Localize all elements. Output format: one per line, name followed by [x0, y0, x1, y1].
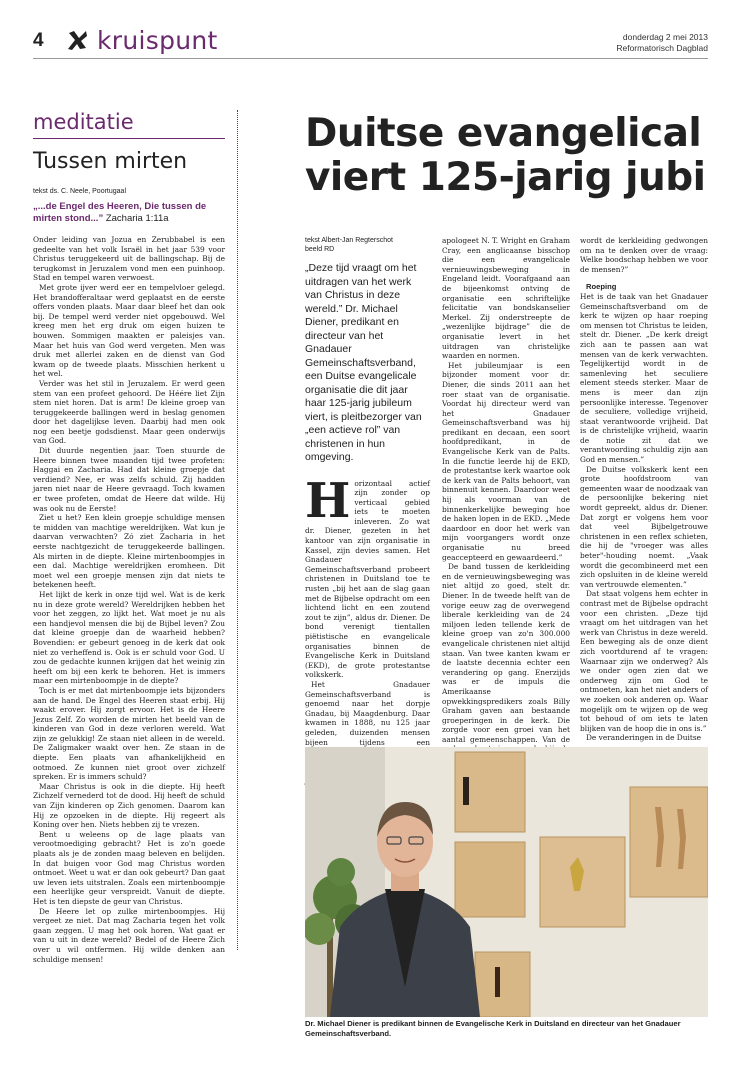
- meditation-paragraph: De Heere let op zulke mirtenboompjes. Hij vergeet ze niet. Dat mag Zacharia tegen het volk gaan zeggen. U mag het ook horen. Wat gaat er van u uit in deze wereld? Bedel of de Heere Zich over u wil ontfermen. Hij wilde denken aan schuldige mensen!: [33, 906, 225, 964]
- meditation-paragraph: Bent u weleens op de lage plaats van verootmoediging gebracht? Het is zo'n goede plaats als je de zonden maag beleven en belijden. In dat buigen voor God mag Christus worden ontmoet. Weet u wat er dan ook gebeurt? Dan gaat uw leven iets uitstralen. Zoals een mirtenboompje een heerlijke geur verspreidt. Vanuit de diepte. Het is ten diepste de geur van Christus.: [33, 829, 225, 906]
- article-column-2: [442, 236, 570, 783]
- meditation-column: [33, 110, 225, 964]
- article-paragraph: apologeet N. T. Wright en Graham Cray, een anglicaanse bisschop die een evangelicale vernieuwingsbeweging in Engeland leidt. Voorafgaand aan de bijeenkomst ontving de organisatie een schriftelijke felicitatie van bondskanselier Merkel. Zij onderstreepte de „wezenlijke bijdrage” die de organisatie levert in het uitdragen van christelijke waarden en normen.: [442, 236, 570, 361]
- meditation-kicker: meditatie: [33, 110, 134, 134]
- article-paragraph: De Duitse volkskerk kent een grote hoofdstroom van gemeenten waar de noodzaak van de persoonlijke bekering niet wordt gepreekt, aldus dr. Diener. Dat zorgt er volgens hem voor dat veel Bijbelgetrouwe christenen in een reflex schieten, die hij de "vroeger was alles beter"-houding noemt. „Vaak wordt die gecombineerd met een zich opsluiten in de kleine wereld van vertrouwde elementen.”: [580, 464, 708, 589]
- article-intro: „Deze tijd vraagt om het uitdragen van het werk van Christus in deze wereld.” Dr. Michael Diener, predikant en directeur van het Gnadauer Gemeinschaftsverband, een Duitse evangelicale organisatie die dit jaar haar 125-jarig jubileum viert, is pleitbezorger van „een actieve rol” van christenen in hun omgeving.: [305, 262, 422, 463]
- article-photo: [305, 747, 708, 1017]
- article-column-3: [580, 236, 708, 743]
- column-separator: [237, 110, 238, 950]
- quote-text: „...de Engel des Heeren, Die tussen de mirten stond...”: [33, 201, 207, 224]
- issue-date: donderdag 2 mei 2013: [622, 32, 708, 42]
- meditation-paragraph: Toch is er met dat mirtenboompje iets bijzonders aan de hand. De Engel des Heeren staat erbij. Hij waakt erover. Hij zorgt ervoor. Het is de Heere Jezus Zelf. Zo worden de mirten het beeld van de kinderen van God in deze verloren wereld. Wat zijn ze gelukkig! Ze staan niet alleen in de wereld. De Zaligmaker waakt over hen. Ze staan in de diepte. Een plaats van afhankelijkheid en ootmoed. Ze kunnen niet groot over zichzelf spreken. Er is immers schuld?: [33, 685, 225, 782]
- article-paragraph: De band tussen de kerkleiding en de vernieuwingsbeweging was niet altijd zo goed, stelt dr. Diener. In de tweede helft van de vorige eeuw zag de overwegend liberale kerkleiding van de 24 miljoen leden tellende kerk de kleine groep van zo'n 300.000 evangelicale christenen niet altijd staan. Van twee kanten kwam er de laatste decennia echter een verandering op gang. Enerzijds was er de impuls die Amerikaanse opwekkingspredikers zoals Billy Graham gaven aan bestaande groeperingen in de kerk. Die zorgde voor een groei van het aantal gemeenschappen. Van de: [442, 562, 570, 744]
- meditation-paragraph: Met grote ijver werd eer en tempelvloer gelegd. Het brandofferaltaar werd geplaatst en de eerste offers vonden plaats. Maar daar bleef het dan ook bij. De tempel werd verder niet opgebouwd. Wel kreeg men het erg druk om eigen huizen te bouwen. Sommigen maakten er paleisjes van. Maar het huis van God werd vergeten. Men was druk met allerlei zaken en de dienst van God kwam op de tweede plaats. Misschien herkent u het wel.: [33, 282, 225, 379]
- headline-line-2: viert 125-jarig jubi: [305, 155, 706, 200]
- meditation-paragraph: Onder leiding van Jozua en Zerubbabel is een gedeelte van het volk Israël in het jaar 539 voor Christus teruggekeerd uit de ballingschap. Bij de terugkomst in Jeruzalem vond men een puinhoop. Stad en tempel waren verwoest.: [33, 235, 225, 283]
- publication-name: Reformatorisch Dagblad: [616, 43, 708, 53]
- article-lead-paragraph: [305, 472, 430, 680]
- article-paragraph: Dat staat volgens hem echter in contrast met de Bijbelse opdracht voor een christen. „Deze tijd vraagt om het uitdragen van het werk van Christus in deze wereld. Een beweging als de onze dient zich voortdurend af te vragen: Waarnaar zijn we onderweg? Als we onder ogen zien dat we onderweg zijn om God te ontmoeten, kan het niet anders of we zoeken ook anderen op. Waar mogelijk om te wijzen op de weg tot behoud of om iets te laten blijken van de hoop die in ons is.”: [580, 589, 708, 733]
- meditation-body: [33, 235, 225, 964]
- quote-reference: Zacharia 1:11a: [105, 213, 169, 224]
- article-paragraph: wordt de kerkleiding gedwongen om na te denken over de vraag: Welke boodschap hebben we voor de mensen?”: [580, 236, 708, 274]
- meditation-byline: tekst ds. C. Neele, Poortugaal: [33, 188, 126, 195]
- meditation-paragraph: Ziet u het? Een klein groepje schuldige mensen te midden van machtige wereldrijken. Wat kun je daarvan verwachten? Zó ziet Zacharia in het eerste nachtgezicht de teruggekeerde ballingen. Als mirten in de diepte. Kleine mirtenboompjes in een dal. Machtige wereldrijken eromheen. Dit moet wel een groepje mensen zijn dat niets te betekenen heeft.: [33, 513, 225, 590]
- article-paragraph: Het jubileumjaar is een bijzonder moment voor dr. Diener, die sinds 2011 aan het roer staat van de organisatie. Voordat hij directeur werd van het Gnadauer Gemeinschaftsverband was hij predikant en decaan, een soort hoofdpredikant, in de Evangelische Kerk van de Palts. In die functie leerde hij de EKD, de protestantse kerk waartoe ook de kerk van de Palts behoort, van binnenuit kennen. Daardoor weet hij als voorman van de binnenkerkelijke beweging hoe de haken lopen in de EKD. „Mede daardoor en door het werk van mijn voorgangers wordt onze organisatie nu breed geaccepteerd en gewaardeerd.”: [442, 360, 570, 562]
- kicker-rule: [33, 138, 225, 139]
- header-rule: [33, 58, 708, 59]
- meditation-paragraph: Verder was het stil in Jeruzalem. Er werd geen stem van een profeet gehoord. De Héére liet Zijn stem niet horen. Dat is arm! De kleine groep van teruggekeerde ballingen werd in beslag genomen door het dagelijkse leven. Daarbij had men ook nog een beetje godsdienst. Maar geen onderwijs van God.: [33, 378, 225, 446]
- subheading-roeping: Roeping: [586, 282, 617, 292]
- photo-caption: Dr. Michael Diener is predikant binnen de Evangelische Kerk in Duitsland en directeur van het Gnadauer Gemeinschaftsverband.: [305, 1019, 681, 1038]
- portrait-illustration: [305, 747, 708, 1017]
- page-header: [33, 24, 708, 60]
- credit-photo: beeld RD: [305, 246, 335, 253]
- page-number: 4: [33, 30, 44, 51]
- meditation-paragraph: Maar Christus is ook in die diepte. Hij heeft Zichzelf vernederd tot de dood. Hij heeft de schuld van Zijn kinderen op Zich genomen. Daarom kan Hij ze opzoeken in de diepte. Hij regeert als Koning over hen. Niets hebben zij te vrezen.: [33, 781, 225, 830]
- article-headline: [305, 112, 738, 200]
- credit-text: tekst Albert-Jan Regterschot: [305, 237, 393, 244]
- issue-date-block: [616, 32, 708, 54]
- section-title: kruispunt: [97, 26, 218, 55]
- meditation-paragraph: Het lijkt de kerk in onze tijd wel. Wat is de kerk nu in deze grote wereld? Wereldrijken hebben het voor het zeggen, zo lijkt het. Wat moet je nu als een handjevol mensen die bij de Bijbel leven? Zou dat kleine groepje dan de waarheid hebben? Bovendien: er gebeurt genoeg in de kerk dat ook niet zo verheffend is. Ook is er schuld voor God. U zou de gedachte kunnen krijgen dat het weinig zin heeft om bij een kerk te behoren. Het is immers maar een mirtenboompje in de diepte?: [33, 589, 225, 686]
- article-credits: [305, 236, 430, 254]
- headline-line-1: Duitse evangelical: [305, 112, 702, 156]
- dropcap: H: [305, 472, 351, 529]
- arrow-logo-icon: [65, 28, 89, 52]
- article-paragraph: Het is de taak van het Gnadauer Gemeinschaftsverband om de kerk te wijzen op haar roeping om mensen tot Christus te leiden, stelt dr. Diener. „De kerk dreigt zich aan te passen aan wat mensen van de kerk verwachten. Tegelijkertijd wordt in de samenleving het seculiere element steeds sterker. Maar de mens is meer dan zijn persoonlijke interesse. Tegenover de seculiere, volledige vrijheid, staat verantwoorde vrijheid. Dat is de christelijke vrijheid, waarin de notie zit dat we verantwoording schuldig zijn aan God en mensen.”: [580, 291, 708, 465]
- meditation-quote: [33, 201, 225, 225]
- meditation-title: Tussen mirten: [33, 149, 188, 174]
- article-column-1: [305, 236, 430, 824]
- meditation-paragraph: Dit duurde negentien jaar. Toen stuurde de Heere binnen twee maanden tijd twee profeten: Haggai en Zacharia. Had dat kleine groepje dat verdiend? Nee, er was zelfs schuld. Zij hadden jaren niet naar de Heere gevraagd. Toch kwamen er twee profeten, omdat de Heere dat wilde. Hij was ook nu de Eerste!: [33, 446, 225, 513]
- article-paragraph: De veranderingen in de Duitse: [586, 733, 701, 743]
- article-paragraph: Het Gnadauer Gemeinschaftsverband is genoemd naar het dorpje Gnadau, bij Maagdenburg. Daar kwamen in 1888, nu 125 jaar geleden, duizenden mensen bijeen tijdens een: [305, 679, 430, 747]
- lead-text: orizontaal actief zijn zonder op verticaal gebied iets te moeten inleveren. Zo wat dr. Diener, gezeten in het kantoor van zijn organisatie in Kassel, zijn devies samen. Het Gnadauer Gemeinschaftsverband probeert christenen in Duitsland toe te rusten „bij het aan de slag gaan met de Bijbelse opdracht om een lichtend licht en een zoutend zout te zijn”, aldus dr. Diener. De bond verenigt tientallen piëtistische en evangelicale organisaties binnen de Evangelische Kerk in Duitsland (EKD), de grote protestantse volkskerk.: [305, 478, 430, 680]
